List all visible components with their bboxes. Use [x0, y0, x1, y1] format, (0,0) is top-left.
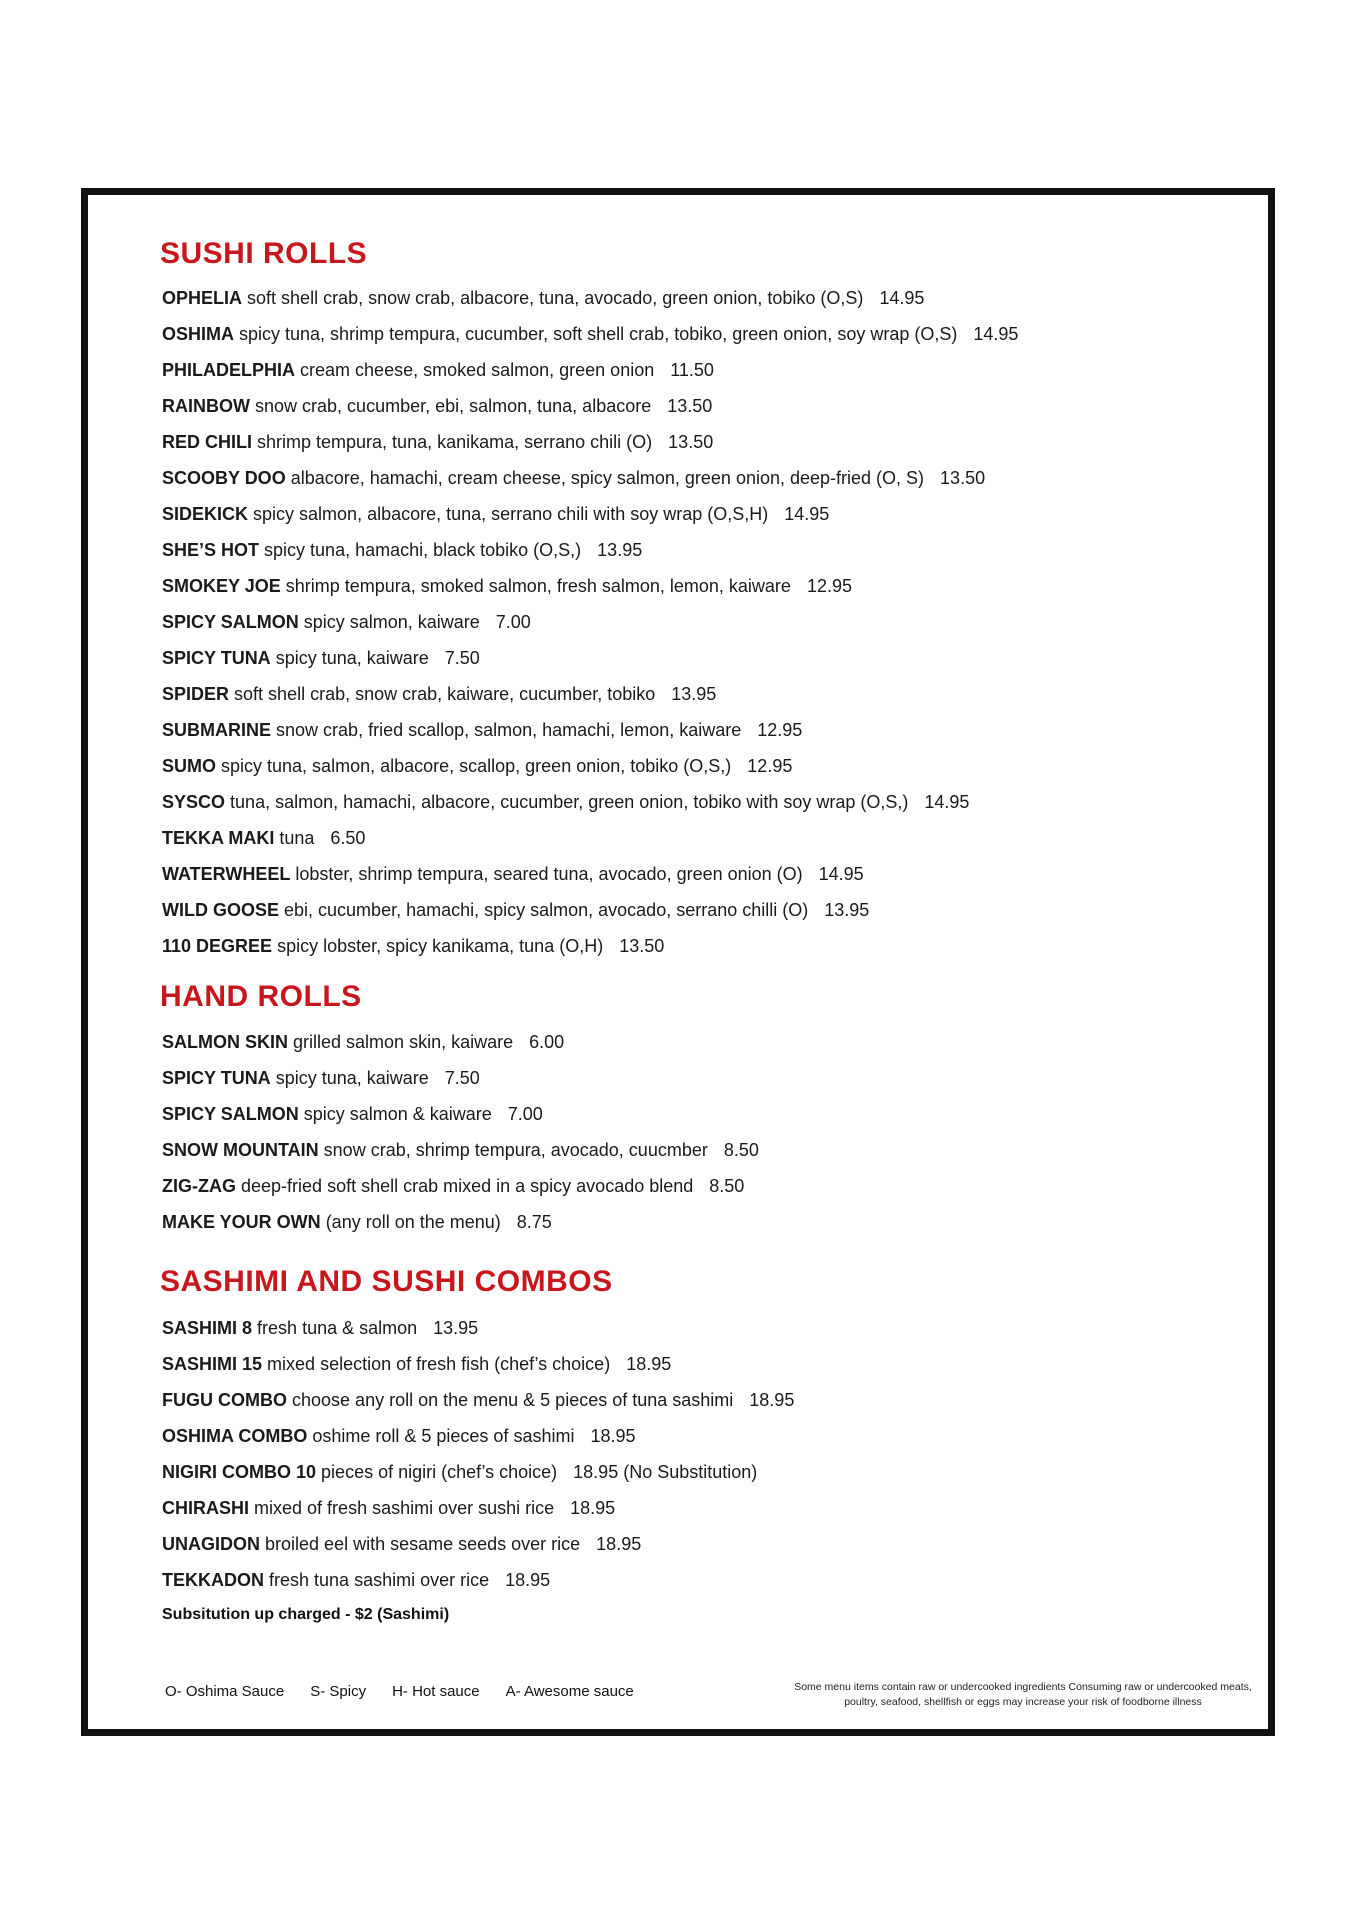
item-name: OPHELIA [162, 288, 243, 308]
item-description: tuna, salmon, hamachi, albacore, cucumber, green onion, tobiko with soy wrap (O,S,) [230, 792, 909, 812]
item-price: 12.95 [747, 756, 793, 776]
item-name: SUBMARINE [162, 720, 272, 740]
item-price: 14.95 [784, 504, 830, 524]
menu-item [162, 1060, 759, 1096]
item-description: snow crab, fried scallop, salmon, hamachi, lemon, kaiware [276, 720, 742, 740]
item-description: oshime roll & 5 pieces of sashimi [312, 1426, 575, 1446]
item-price: 8.75 [516, 1212, 552, 1232]
item-price: 13.95 [824, 900, 870, 920]
item-description: spicy tuna, kaiware [275, 648, 429, 668]
item-description: spicy tuna, hamachi, black tobiko (O,S,) [264, 540, 582, 560]
menu-item [162, 568, 1018, 604]
menu-item [162, 352, 1018, 388]
menu-item [162, 532, 1018, 568]
menu-item [162, 640, 1018, 676]
item-description: ebi, cucumber, hamachi, spicy salmon, avocado, serrano chilli (O) [284, 900, 809, 920]
item-description: choose any roll on the menu & 5 pieces of tuna sashimi [292, 1390, 734, 1410]
item-name: RED CHILI [162, 432, 252, 452]
menu-item [162, 1382, 794, 1418]
item-description: soft shell crab, snow crab, kaiware, cucumber, tobiko [234, 684, 656, 704]
item-price: 13.50 [667, 396, 713, 416]
item-price: 18.95 [596, 1534, 642, 1554]
item-name: RAINBOW [162, 396, 250, 416]
sashimi-combos-list [162, 1310, 794, 1598]
item-name: PHILADELPHIA [162, 360, 296, 380]
menu-item [162, 460, 1018, 496]
item-description: spicy lobster, spicy kanikama, tuna (O,H) [277, 936, 604, 956]
menu-item [162, 1346, 794, 1382]
item-name: SUMO [162, 756, 216, 776]
item-name: SPICY SALMON [162, 612, 299, 632]
item-price: 8.50 [723, 1140, 759, 1160]
item-price: 13.50 [619, 936, 665, 956]
item-price: 18.95 [590, 1426, 636, 1446]
menu-item [162, 892, 1018, 928]
item-name: SASHIMI 15 [162, 1354, 263, 1374]
sauce-legend [165, 1683, 634, 1700]
menu-item [162, 424, 1018, 460]
item-price: 13.95 [433, 1318, 479, 1338]
menu-item [162, 604, 1018, 640]
item-price: 6.00 [529, 1032, 565, 1052]
menu-item [162, 820, 1018, 856]
item-name: NIGIRI COMBO 10 [162, 1462, 317, 1482]
item-description: (any roll on the menu) [325, 1212, 501, 1232]
item-price: 12.95 [806, 576, 852, 596]
menu-item [162, 1204, 759, 1240]
item-description: fresh tuna sashimi over rice [269, 1570, 490, 1590]
item-price: 13.50 [668, 432, 714, 452]
item-description: albacore, hamachi, cream cheese, spicy salmon, green onion, deep-fried (O, S) [290, 468, 925, 488]
item-description: grilled salmon skin, kaiware [293, 1032, 514, 1052]
item-price: 18.95 [749, 1390, 795, 1410]
menu-item [162, 280, 1018, 316]
item-name: SPICY TUNA [162, 1068, 271, 1088]
item-name: TEKKA MAKI [162, 828, 275, 848]
item-price: 7.50 [444, 648, 480, 668]
item-name: SASHIMI 8 [162, 1318, 253, 1338]
menu-item [162, 712, 1018, 748]
item-price: 7.50 [444, 1068, 480, 1088]
item-description: deep-fried soft shell crab mixed in a spicy avocado blend [241, 1176, 694, 1196]
item-price: 14.95 [818, 864, 864, 884]
menu-item [162, 1562, 794, 1598]
item-name: OSHIMA COMBO [162, 1426, 308, 1446]
legend-awesome-sauce: A- Awesome sauce [505, 1683, 634, 1700]
item-price: 12.95 [757, 720, 803, 740]
item-description: fresh tuna & salmon [257, 1318, 418, 1338]
sushi-rolls-list [162, 280, 1018, 964]
item-name: TEKKADON [162, 1570, 264, 1590]
item-description: broiled eel with sesame seeds over rice [265, 1534, 581, 1554]
item-description: shrimp tempura, smoked salmon, fresh salmon, lemon, kaiware [285, 576, 791, 596]
item-name: SPICY TUNA [162, 648, 271, 668]
item-price: 18.95 [570, 1498, 616, 1518]
legend-spicy: S- Spicy [310, 1683, 367, 1700]
hand-rolls-list [162, 1024, 759, 1240]
item-price: 18.95 (No Substitution) [573, 1462, 758, 1482]
item-price: 11.50 [670, 360, 714, 380]
item-description: mixed selection of fresh fish (chef’s choice) [267, 1354, 611, 1374]
item-price: 7.00 [495, 612, 531, 632]
item-name: SALMON SKIN [162, 1032, 288, 1052]
menu-item [162, 1454, 794, 1490]
legend-oshima-sauce: O- Oshima Sauce [165, 1683, 285, 1700]
menu-item [162, 496, 1018, 532]
section-title-sashimi-combos: SASHIMI AND SUSHI COMBOS [160, 1265, 613, 1298]
item-name: SYSCO [162, 792, 226, 812]
item-description: spicy tuna, shrimp tempura, cucumber, soft shell crab, tobiko, green onion, soy wrap (O,S) [239, 324, 958, 344]
menu-item [162, 1096, 759, 1132]
menu-item [162, 676, 1018, 712]
item-name: SCOOBY DOO [162, 468, 286, 488]
menu-item [162, 1418, 794, 1454]
item-description: pieces of nigiri (chef’s choice) [321, 1462, 558, 1482]
item-name: SMOKEY JOE [162, 576, 281, 596]
menu-item [162, 928, 1018, 964]
item-description: snow crab, cucumber, ebi, salmon, tuna, albacore [255, 396, 652, 416]
item-name: MAKE YOUR OWN [162, 1212, 321, 1232]
item-description: shrimp tempura, tuna, kanikama, serrano chili (O) [257, 432, 653, 452]
item-name: 110 DEGREE [162, 936, 273, 956]
section-title-hand-rolls: HAND ROLLS [160, 980, 362, 1013]
item-price: 6.50 [330, 828, 366, 848]
item-name: ZIG-ZAG [162, 1176, 236, 1196]
item-name: SPIDER [162, 684, 230, 704]
item-description: snow crab, shrimp tempura, avocado, cuucmber [323, 1140, 708, 1160]
item-price: 7.00 [507, 1104, 543, 1124]
item-name: SHE’S HOT [162, 540, 260, 560]
menu-item [162, 316, 1018, 352]
item-name: FUGU COMBO [162, 1390, 287, 1410]
item-name: SPICY SALMON [162, 1104, 299, 1124]
menu-item [162, 388, 1018, 424]
menu-item [162, 784, 1018, 820]
item-price: 8.50 [709, 1176, 745, 1196]
menu-item [162, 1310, 794, 1346]
item-description: spicy salmon & kaiware [303, 1104, 492, 1124]
menu-item [162, 856, 1018, 892]
item-price: 18.95 [505, 1570, 551, 1590]
item-price: 13.50 [940, 468, 986, 488]
substitution-note: Subsitution up charged - $2 (Sashimi) [162, 1606, 450, 1623]
item-price: 13.95 [597, 540, 643, 560]
item-price: 14.95 [924, 792, 970, 812]
item-description: spicy tuna, salmon, albacore, scallop, green onion, tobiko (O,S,) [221, 756, 732, 776]
item-price: 18.95 [626, 1354, 672, 1374]
item-description: spicy salmon, kaiware [303, 612, 480, 632]
item-description: soft shell crab, snow crab, albacore, tuna, avocado, green onion, tobiko (O,S) [247, 288, 864, 308]
item-price: 13.95 [671, 684, 717, 704]
menu-item [162, 748, 1018, 784]
item-price: 14.95 [879, 288, 925, 308]
item-name: SNOW MOUNTAIN [162, 1140, 319, 1160]
menu-item [162, 1132, 759, 1168]
item-name: SIDEKICK [162, 504, 249, 524]
item-name: UNAGIDON [162, 1534, 260, 1554]
item-description: spicy salmon, albacore, tuna, serrano chili with soy wrap (O,S,H) [253, 504, 769, 524]
legend-hot-sauce: H- Hot sauce [392, 1683, 480, 1700]
menu-item [162, 1526, 794, 1562]
menu-item [162, 1168, 759, 1204]
item-price: 14.95 [973, 324, 1019, 344]
item-name: CHIRASHI [162, 1498, 250, 1518]
raw-food-disclaimer: Some menu items contain raw or undercooked ingredients Consuming raw or undercooked meats, poultry, seafood, shellfish or eggs may increase your risk of foodborne illness [794, 1681, 1252, 1708]
item-name: WILD GOOSE [162, 900, 279, 920]
item-description: tuna [279, 828, 315, 848]
item-name: WATERWHEEL [162, 864, 291, 884]
item-name: OSHIMA [162, 324, 234, 344]
item-description: cream cheese, smoked salmon, green onion [300, 360, 655, 380]
item-description: lobster, shrimp tempura, seared tuna, avocado, green onion (O) [295, 864, 803, 884]
section-title-sushi-rolls: SUSHI ROLLS [160, 237, 368, 270]
menu-item [162, 1024, 759, 1060]
menu-item [162, 1490, 794, 1526]
item-description: spicy tuna, kaiware [275, 1068, 429, 1088]
item-description: mixed of fresh sashimi over sushi rice [254, 1498, 555, 1518]
